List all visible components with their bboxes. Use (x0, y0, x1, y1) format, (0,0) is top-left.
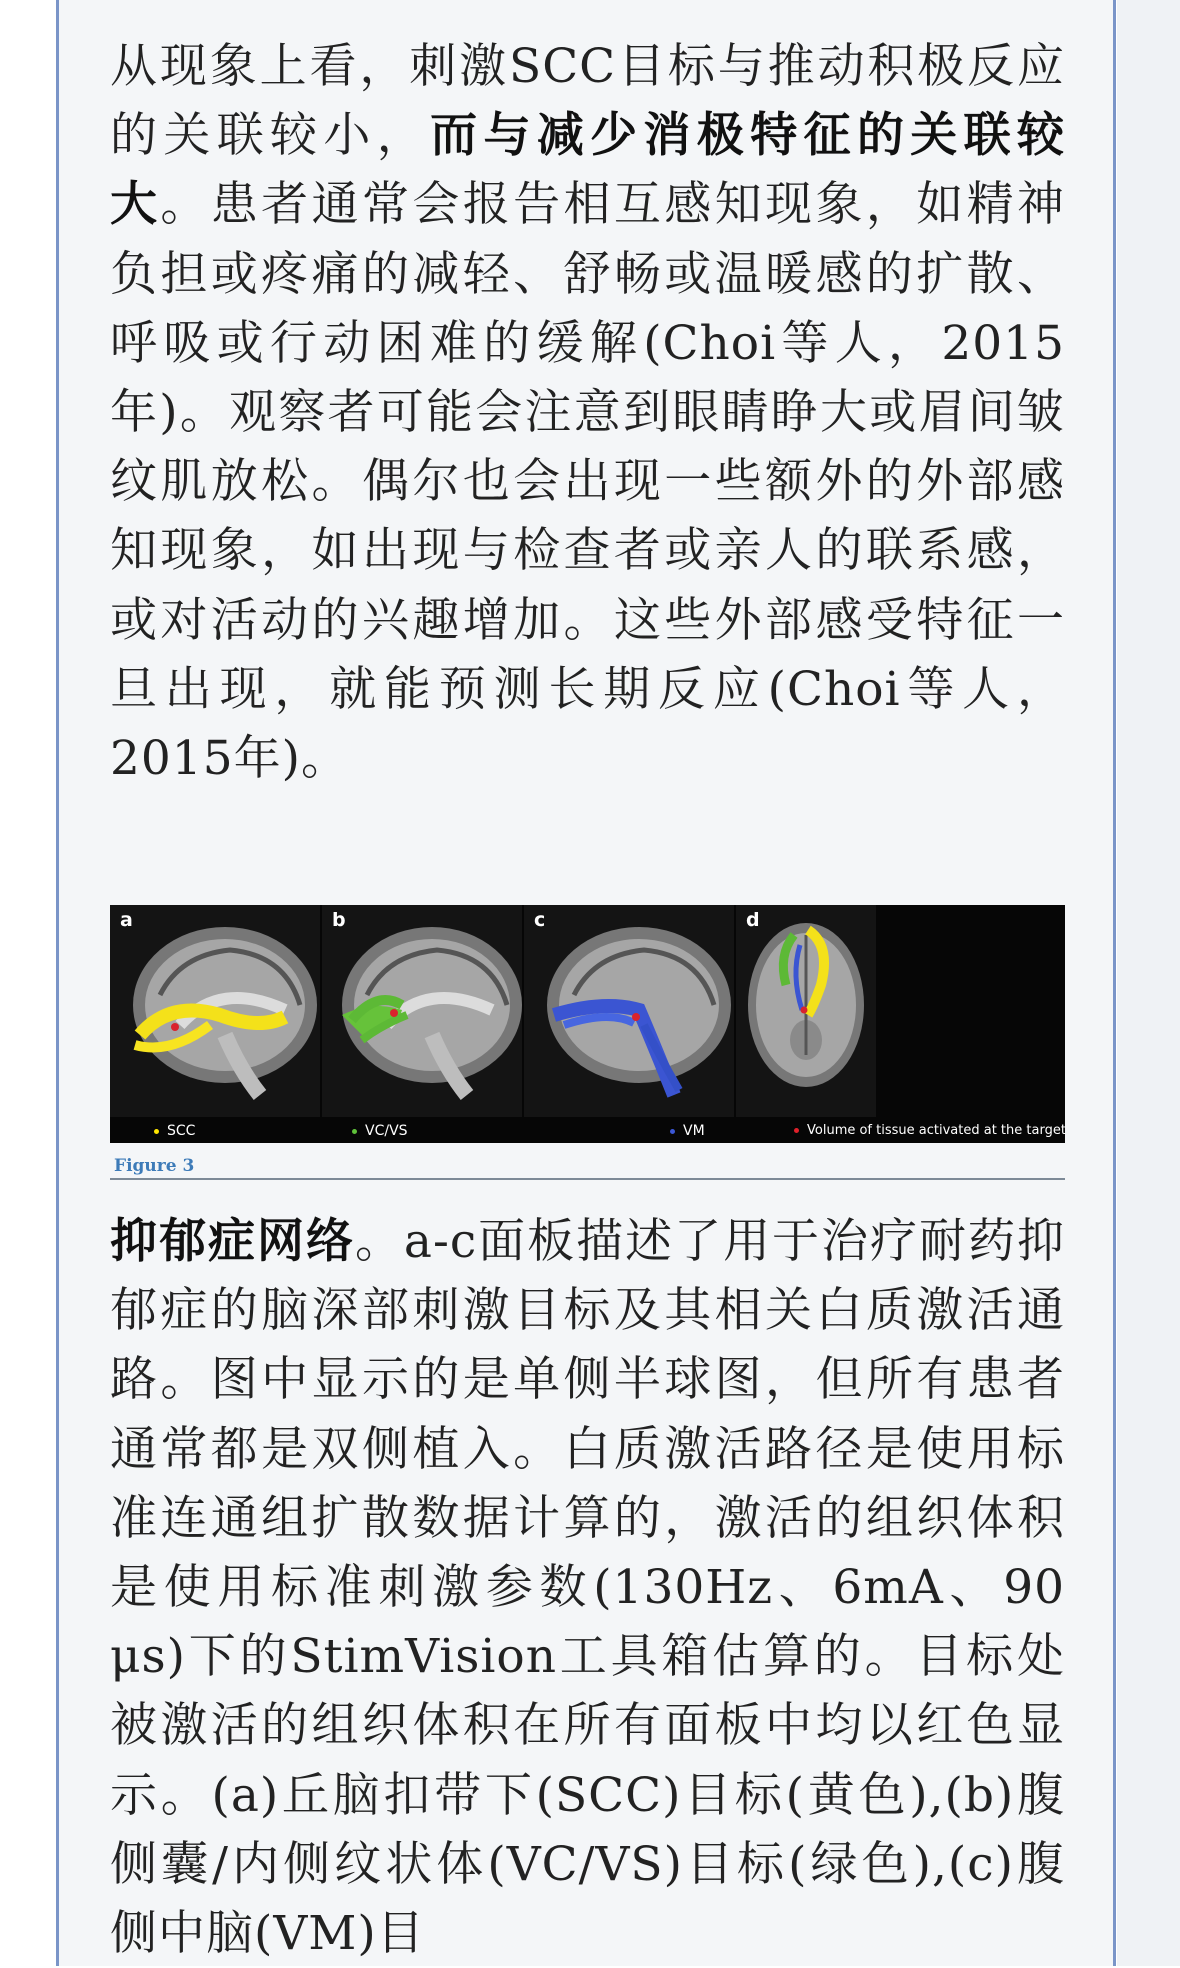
brain-figure (110, 905, 1065, 1143)
p1-text-b: 。患者通常会报告相互感知现象，如精神负担或疼痛的减轻、舒畅或温暖感的扩散、呼吸或行动困难的缓解(Choi等人，2015年)。观察者可能会注意到眼睛睁大或眉间皱纹肌放松。偶尔也会出现一些额外的外部感知现象，如出现与检查者或亲人的联系感，或对活动的兴趣增加。这些外部感受特征一旦出现，就能预测长期反应(Choi等人，2015年)。 (110, 177, 1066, 787)
panel-letter-d: d (746, 909, 760, 931)
panel-letter-a: a (120, 909, 133, 931)
figure-panel-d (736, 905, 876, 1117)
legend-scc-label: SCC (167, 1123, 196, 1139)
brain-axial-image (736, 905, 876, 1117)
brain-sagittal-scc-image (110, 905, 320, 1117)
brain-sagittal-vcvs-image (322, 905, 522, 1117)
legend-vta-dot (794, 1128, 799, 1133)
p1-bold-phrase: 而与减少消极特征的关联较大 (110, 108, 1066, 233)
p2-bold-heading: 抑郁症网络 (110, 1214, 355, 1269)
body-paragraph-2 (110, 1207, 1065, 1968)
figure-panel-b (322, 905, 522, 1117)
legend-scc-dot (154, 1129, 159, 1134)
figure-panel-c (524, 905, 734, 1117)
panel-letter-b: b (332, 909, 346, 931)
body-paragraph-1 (110, 32, 1065, 793)
legend-vcvs-dot (352, 1129, 357, 1134)
legend-vm (670, 1121, 705, 1141)
figure-panel-a (110, 905, 320, 1117)
legend-vta-label: Volume of tissue activated at the target (807, 1123, 1066, 1138)
figure-caption: Figure 3 (114, 1156, 195, 1176)
panel-letter-c: c (534, 909, 546, 931)
legend-scc (154, 1121, 195, 1141)
p1-text-a: 从现象上看，刺激SCC目标与推动积极反应的关联较小， (110, 39, 1065, 164)
legend-vta (794, 1121, 1066, 1141)
legend-vcvs (352, 1121, 408, 1141)
p2-text: 。a-c面板描述了用于治疗耐药抑郁症的脑深部刺激目标及其相关白质激活通路。图中显示的是单侧半球图，但所有患者通常都是双侧植入。白质激活路径是使用标准连通组扩散数据计算的，激活的组织体积是使用标准刺激参数(130Hz、6mA、90 μs)下的StimVision工具箱估算的。目标处被激活的组织体积在所有面板中均以红色显示。(a)丘脑扣带下(SCC)目标(黄色),(b)腹侧囊/内侧纹状体(VC/VS)目标(绿色),(c)腹侧中脑(VM)目 (110, 1214, 1065, 1962)
figure-divider (110, 1178, 1065, 1180)
page-edge (1117, 0, 1180, 1966)
brain-sagittal-vm-image (524, 905, 734, 1117)
legend-vm-dot (670, 1129, 675, 1134)
legend-vcvs-label: VC/VS (365, 1123, 408, 1139)
legend-vm-label: VM (683, 1123, 705, 1139)
